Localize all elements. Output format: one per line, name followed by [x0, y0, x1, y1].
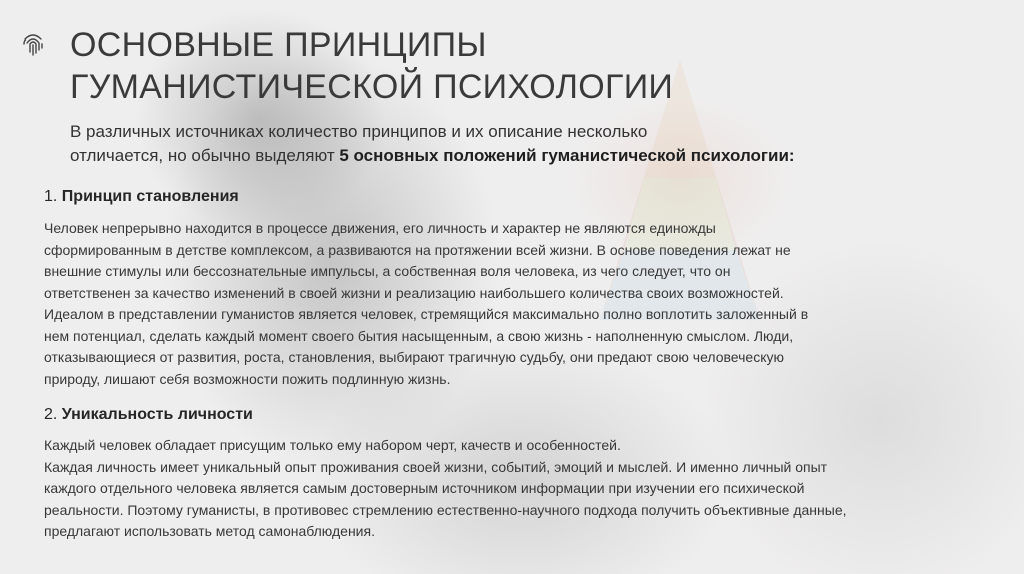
intro-line-2-plain: отличается, но обычно выделяют: [70, 146, 340, 165]
section-2-line: реальности. Поэтому гуманисты, в противовес стремлению естественно-научного подхода получить объективные данные,: [44, 501, 847, 518]
section-1-line: сформированным в детстве комплексом, а развиваются на протяжении всей жизни. В основе поведения лежат не: [44, 241, 791, 258]
section-1-body: [44, 218, 974, 390]
section-2-line: Каждая личность имеет уникальный опыт проживания своей жизни, событий, эмоций и мыслей. И именно личный опыт: [44, 458, 828, 475]
section-1-line: Идеалом в представлении гуманистов является человек, стремящийся максимально полно воплотить заложенный в: [44, 306, 809, 322]
section-1-title: Принцип становления: [61, 188, 239, 205]
section-1-line: нем потенциал, сделать каждый момент своего бытия насыщенным, а свою жизнь - наполненную смыслом. Люди,: [44, 327, 794, 344]
section-2-line: каждого отдельного человека является самым достоверным источником информации при изучении его психической: [44, 480, 805, 496]
intro-paragraph: [70, 120, 970, 168]
page-title: [70, 24, 673, 108]
section-1-line: природу, лишают себя возможности пожить подлинную жизнь.: [44, 370, 451, 387]
title-line-2: ГУМАНИСТИЧЕСКОЙ ПСИХОЛОГИИ: [70, 68, 674, 106]
title-line-1: ОСНОВНЫЕ ПРИНЦИПЫ: [70, 26, 487, 64]
section-2-line: Каждый человек обладает присущим только ему набором черт, качеств и особенностей.: [44, 437, 621, 453]
section-2-number: 2.: [44, 406, 58, 423]
section-2-title: Уникальность личности: [61, 406, 253, 423]
section-2-body: [44, 435, 974, 543]
section-1-line: ответственен за качество изменений в своей жизни и реализацию наибольшего количества своих возможностей.: [44, 284, 784, 301]
section-2-line: предлагают использовать метод самонаблюдения.: [44, 523, 375, 539]
intro-line-1: В различных источниках количество принципов и их описание несколько: [70, 122, 648, 141]
section-1-heading: [44, 186, 239, 208]
fingerprint-icon: [22, 30, 44, 56]
section-1-number: 1.: [44, 188, 58, 205]
section-2-heading: [44, 404, 253, 426]
intro-line-2-bold: 5 основных положений гуманистической психологии:: [339, 146, 795, 165]
section-1-line: внешние стимулы или бессознательные импульсы, а собственная воля человека, из чего следует, что он: [44, 263, 731, 279]
section-1-line: отказывающиеся от развития, роста, становления, выбирают трагичную судьбу, они предают свою человеческую: [44, 349, 784, 365]
section-1-line: Человек непрерывно находится в процессе движения, его личность и характер не являются единожды: [44, 220, 716, 236]
